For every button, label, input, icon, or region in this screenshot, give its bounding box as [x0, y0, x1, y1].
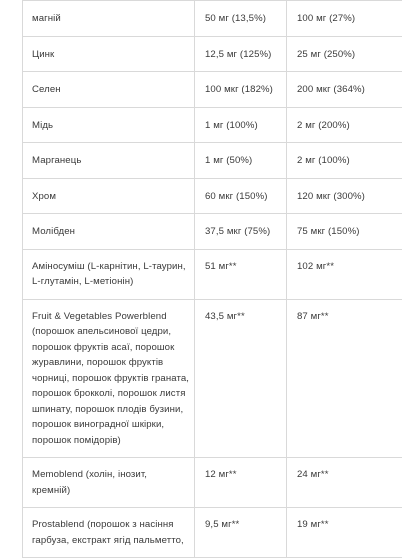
amount-per-two-servings: 24 мг** — [287, 458, 402, 508]
table-row — [23, 72, 402, 108]
amount-per-two-servings: 100 мг (27%) — [287, 1, 402, 37]
table-row — [23, 299, 402, 458]
amount-per-two-servings: 19 мг** — [287, 508, 402, 558]
nutrient-name: Марганець — [23, 143, 195, 179]
table-row — [23, 508, 402, 558]
nutrient-name: Memoblend (холін, інозит, кремній) — [23, 458, 195, 508]
table-row — [23, 36, 402, 72]
amount-per-serving: 60 мкг (150%) — [195, 178, 287, 214]
amount-per-serving: 12 мг** — [195, 458, 287, 508]
nutrient-name: Prostablend (порошок з насіння гарбуза, екстракт ягід пальметто, — [23, 508, 195, 558]
amount-per-serving: 51 мг** — [195, 249, 287, 299]
amount-per-serving: 9,5 мг** — [195, 508, 287, 558]
nutrient-name: Мідь — [23, 107, 195, 143]
amount-per-two-servings: 25 мг (250%) — [287, 36, 402, 72]
amount-per-serving: 100 мкг (182%) — [195, 72, 287, 108]
amount-per-two-servings: 87 мг** — [287, 299, 402, 458]
amount-per-two-servings: 120 мкг (300%) — [287, 178, 402, 214]
nutrient-name: Fruit & Vegetables Powerblend (порошок апельсинової цедри, порошок фруктів асаї, порошок журавлини, порошок фруктів чорниці, порошок фруктів граната, порошок брокколі, порошок листя шпинату, порошок плодів бузини, порошок виноградної шкірки, порошок помідорів) — [23, 299, 195, 458]
amount-per-two-servings: 200 мкг (364%) — [287, 72, 402, 108]
amount-per-serving: 12,5 мг (125%) — [195, 36, 287, 72]
nutrient-name: Молібден — [23, 214, 195, 250]
table-row — [23, 178, 402, 214]
nutrient-name: Аміносуміш (L-карнітин, L-таурин, L-глутамін, L-метіонін) — [23, 249, 195, 299]
nutrient-name: магній — [23, 1, 195, 37]
nutrition-table-container — [22, 0, 402, 558]
amount-per-two-servings: 75 мкг (150%) — [287, 214, 402, 250]
table-row — [23, 1, 402, 37]
amount-per-two-servings: 2 мг (200%) — [287, 107, 402, 143]
amount-per-two-servings: 2 мг (100%) — [287, 143, 402, 179]
amount-per-serving: 1 мг (50%) — [195, 143, 287, 179]
amount-per-serving: 43,5 мг** — [195, 299, 287, 458]
amount-per-serving: 37,5 мкг (75%) — [195, 214, 287, 250]
amount-per-serving: 50 мг (13,5%) — [195, 1, 287, 37]
nutrient-name: Селен — [23, 72, 195, 108]
amount-per-two-servings: 102 мг** — [287, 249, 402, 299]
amount-per-serving: 1 мг (100%) — [195, 107, 287, 143]
nutrient-name: Хром — [23, 178, 195, 214]
table-row — [23, 143, 402, 179]
nutrient-name: Цинк — [23, 36, 195, 72]
table-row — [23, 107, 402, 143]
table-row — [23, 214, 402, 250]
nutrition-table — [22, 0, 402, 558]
table-row — [23, 458, 402, 508]
table-row — [23, 249, 402, 299]
